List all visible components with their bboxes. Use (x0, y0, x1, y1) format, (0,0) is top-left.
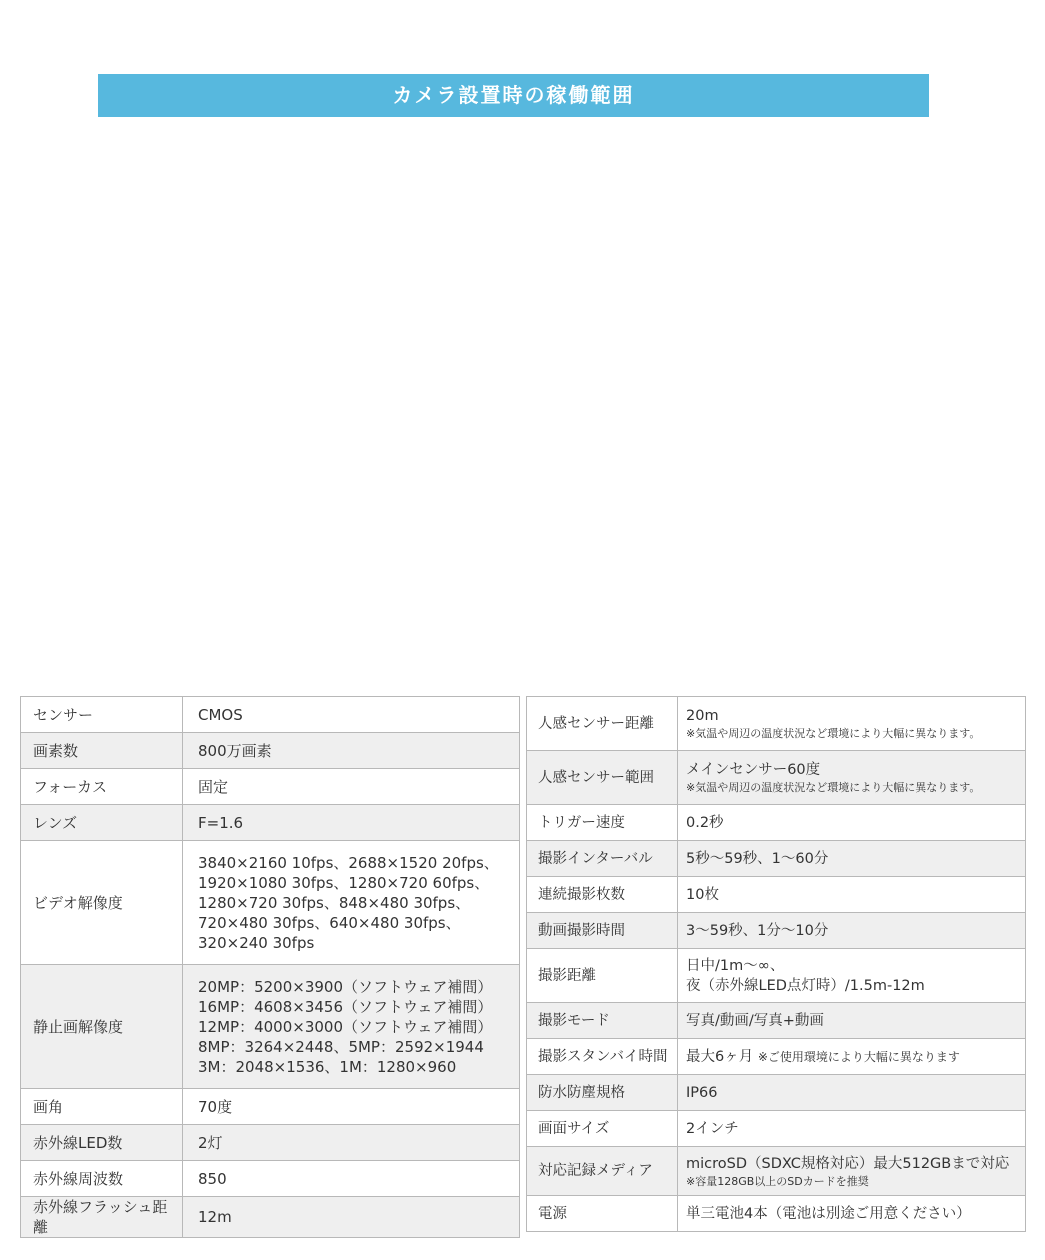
spec-value-main: 20m (686, 708, 719, 724)
spec-value-line: 1920×1080 30fps、1280×720 60fps、 (198, 873, 490, 892)
spec-value (678, 1147, 1026, 1196)
spec-value: 2灯 (183, 1125, 520, 1161)
spec-value-line: 12MP：4000×3000（ソフトウェア補間） (198, 1017, 493, 1036)
spec-table-right (526, 696, 1026, 1232)
spec-key: センサー (21, 697, 183, 733)
table-row (527, 913, 1026, 949)
table-row (527, 1003, 1026, 1039)
spec-key: トリガー速度 (527, 805, 678, 841)
spec-value: CMOS (183, 697, 520, 733)
spec-value: 単三電池4本（電池は別途ご用意ください） (678, 1196, 1026, 1232)
spec-key: 連続撮影枚数 (527, 877, 678, 913)
spec-value-main: 最大6ヶ月 (686, 1048, 754, 1065)
spec-value: 10枚 (678, 877, 1026, 913)
spec-value (678, 697, 1026, 751)
spec-value: 70度 (183, 1089, 520, 1125)
spec-value (183, 841, 520, 965)
spec-key: 撮影スタンバイ時間 (527, 1039, 678, 1075)
table-row (527, 1147, 1026, 1196)
spec-value-line: 320×240 30fps (198, 933, 315, 952)
spec-key: 対応記録メディア (527, 1147, 678, 1196)
spec-value (678, 949, 1026, 1003)
spec-key: 赤外線周波数 (21, 1161, 183, 1197)
spec-table-left (20, 696, 520, 1238)
table-row (21, 841, 520, 965)
spec-value (678, 751, 1026, 805)
table-row (21, 965, 520, 1089)
spec-value: F=1.6 (183, 805, 520, 841)
spec-key: フォーカス (21, 769, 183, 805)
table-row (21, 805, 520, 841)
spec-key: 電源 (527, 1196, 678, 1232)
spec-value-line: 1280×720 30fps、848×480 30fps、 (198, 893, 471, 912)
spec-value-note: ※ご使用環境により大幅に異なります (757, 1049, 960, 1064)
spec-value: 2インチ (678, 1111, 1026, 1147)
spec-value: 5秒～59秒、1～60分 (678, 841, 1026, 877)
table-row (527, 1039, 1026, 1075)
table-row (21, 1161, 520, 1197)
table-row (21, 1197, 520, 1238)
spec-value-line: 夜（赤外線LED点灯時）/1.5m-12m (686, 977, 925, 994)
table-row (527, 1111, 1026, 1147)
table-row (21, 1125, 520, 1161)
table-row (527, 805, 1026, 841)
spec-value-line: 日中/1m～∞、 (686, 957, 785, 974)
spec-value-line: 3840×2160 10fps、2688×1520 20fps、 (198, 853, 499, 872)
spec-key: 画面サイズ (527, 1111, 678, 1147)
spec-key: レンズ (21, 805, 183, 841)
spec-value-note: ※容量128GB以上のSDカードを推奨 (686, 1174, 869, 1188)
table-row (527, 1196, 1026, 1232)
spec-value-line: 3M：2048×1536、1M：1280×960 (198, 1057, 457, 1076)
spec-value (678, 1039, 1026, 1075)
spec-key: 人感センサー範囲 (527, 751, 678, 805)
spec-value: 写真/動画/写真+動画 (678, 1003, 1026, 1039)
spec-key: 画素数 (21, 733, 183, 769)
table-row (527, 949, 1026, 1003)
spec-key: 撮影モード (527, 1003, 678, 1039)
spec-value-line: 20MP：5200×3900（ソフトウェア補間） (198, 977, 493, 996)
spec-key: 人感センサー距離 (527, 697, 678, 751)
spec-key: 撮影インターバル (527, 841, 678, 877)
spec-value-line: 8MP：3264×2448、5MP：2592×1944 (198, 1037, 484, 1056)
spec-key: 画角 (21, 1089, 183, 1125)
spec-key: ビデオ解像度 (21, 841, 183, 965)
spec-value (183, 965, 520, 1089)
table-row (527, 751, 1026, 805)
spec-value: 800万画素 (183, 733, 520, 769)
spec-value: 850 (183, 1161, 520, 1197)
spec-value-line: 720×480 30fps、640×480 30fps、 (198, 913, 461, 932)
table-row (21, 769, 520, 805)
spec-value: 固定 (183, 769, 520, 805)
spec-value-line: 16MP：4608×3456（ソフトウェア補間） (198, 997, 493, 1016)
spec-key: 防水防塵規格 (527, 1075, 678, 1111)
spec-key: 赤外線LED数 (21, 1125, 183, 1161)
spec-key: 撮影距離 (527, 949, 678, 1003)
spec-value-main: microSD（SDXC規格対応）最大512GBまで対応 (686, 1155, 1010, 1172)
table-row (527, 1075, 1026, 1111)
spec-key: 静止画解像度 (21, 965, 183, 1089)
table-row (527, 877, 1026, 913)
spec-value: 0.2秒 (678, 805, 1026, 841)
table-row (527, 697, 1026, 751)
spec-value: IP66 (678, 1075, 1026, 1111)
spec-key: 赤外線フラッシュ距離 (21, 1197, 183, 1238)
table-row (21, 697, 520, 733)
section-banner: カメラ設置時の稼働範囲 (98, 74, 929, 117)
spec-value-main: メインセンサー60度 (686, 762, 821, 778)
table-row (21, 1089, 520, 1125)
spec-value-note: ※気温や周辺の温度状況など環境により大幅に異なります。 (686, 727, 981, 740)
table-row (21, 733, 520, 769)
table-row (527, 841, 1026, 877)
spec-value-note: ※気温や周辺の温度状況など環境により大幅に異なります。 (686, 781, 981, 794)
spec-value: 12m (183, 1197, 520, 1238)
spec-value: 3～59秒、1分～10分 (678, 913, 1026, 949)
spec-key: 動画撮影時間 (527, 913, 678, 949)
